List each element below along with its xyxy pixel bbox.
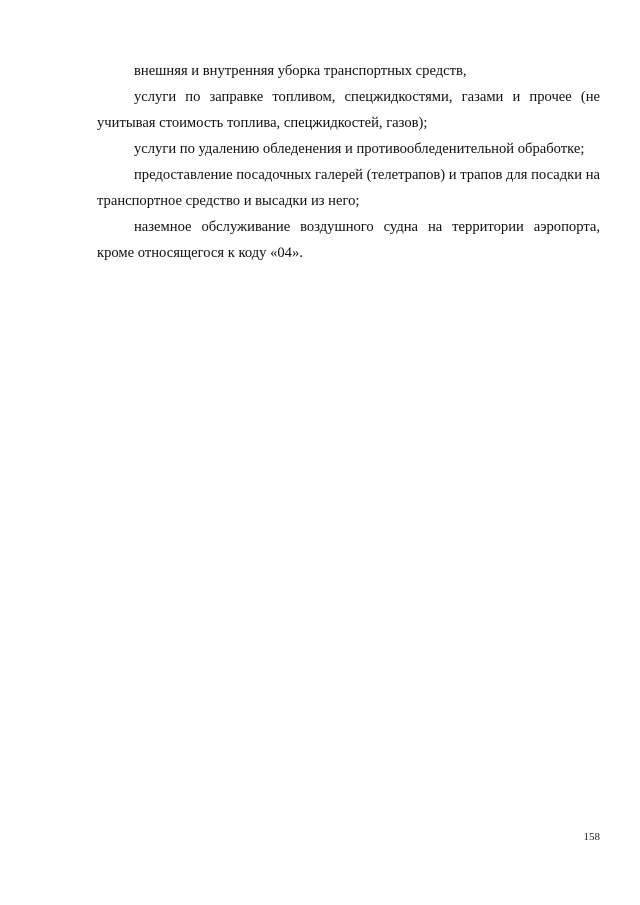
body-text [97,58,600,266]
paragraph-cleaning: внешняя и внутренняя уборка транспортных средств, [134,63,467,79]
page-number: 158 [583,831,600,843]
paragraph-ground-handling: наземное обслуживание воздушного судна на территории аэропорта, кроме относящегося к коду «04». [97,219,600,261]
paragraph-fueling: услуги по заправке топливом, спецжидкостями, газами и прочее (не учитывая стоимость топлива, спецжидкостей, газов); [97,89,600,131]
paragraph-deicing: услуги по удалению обледенения и противообледенительной обработке; [134,141,585,157]
paragraph-boarding: предоставление посадочных галерей (телетрапов) и трапов для посадки на транспортное средство и высадки из него; [97,167,600,209]
